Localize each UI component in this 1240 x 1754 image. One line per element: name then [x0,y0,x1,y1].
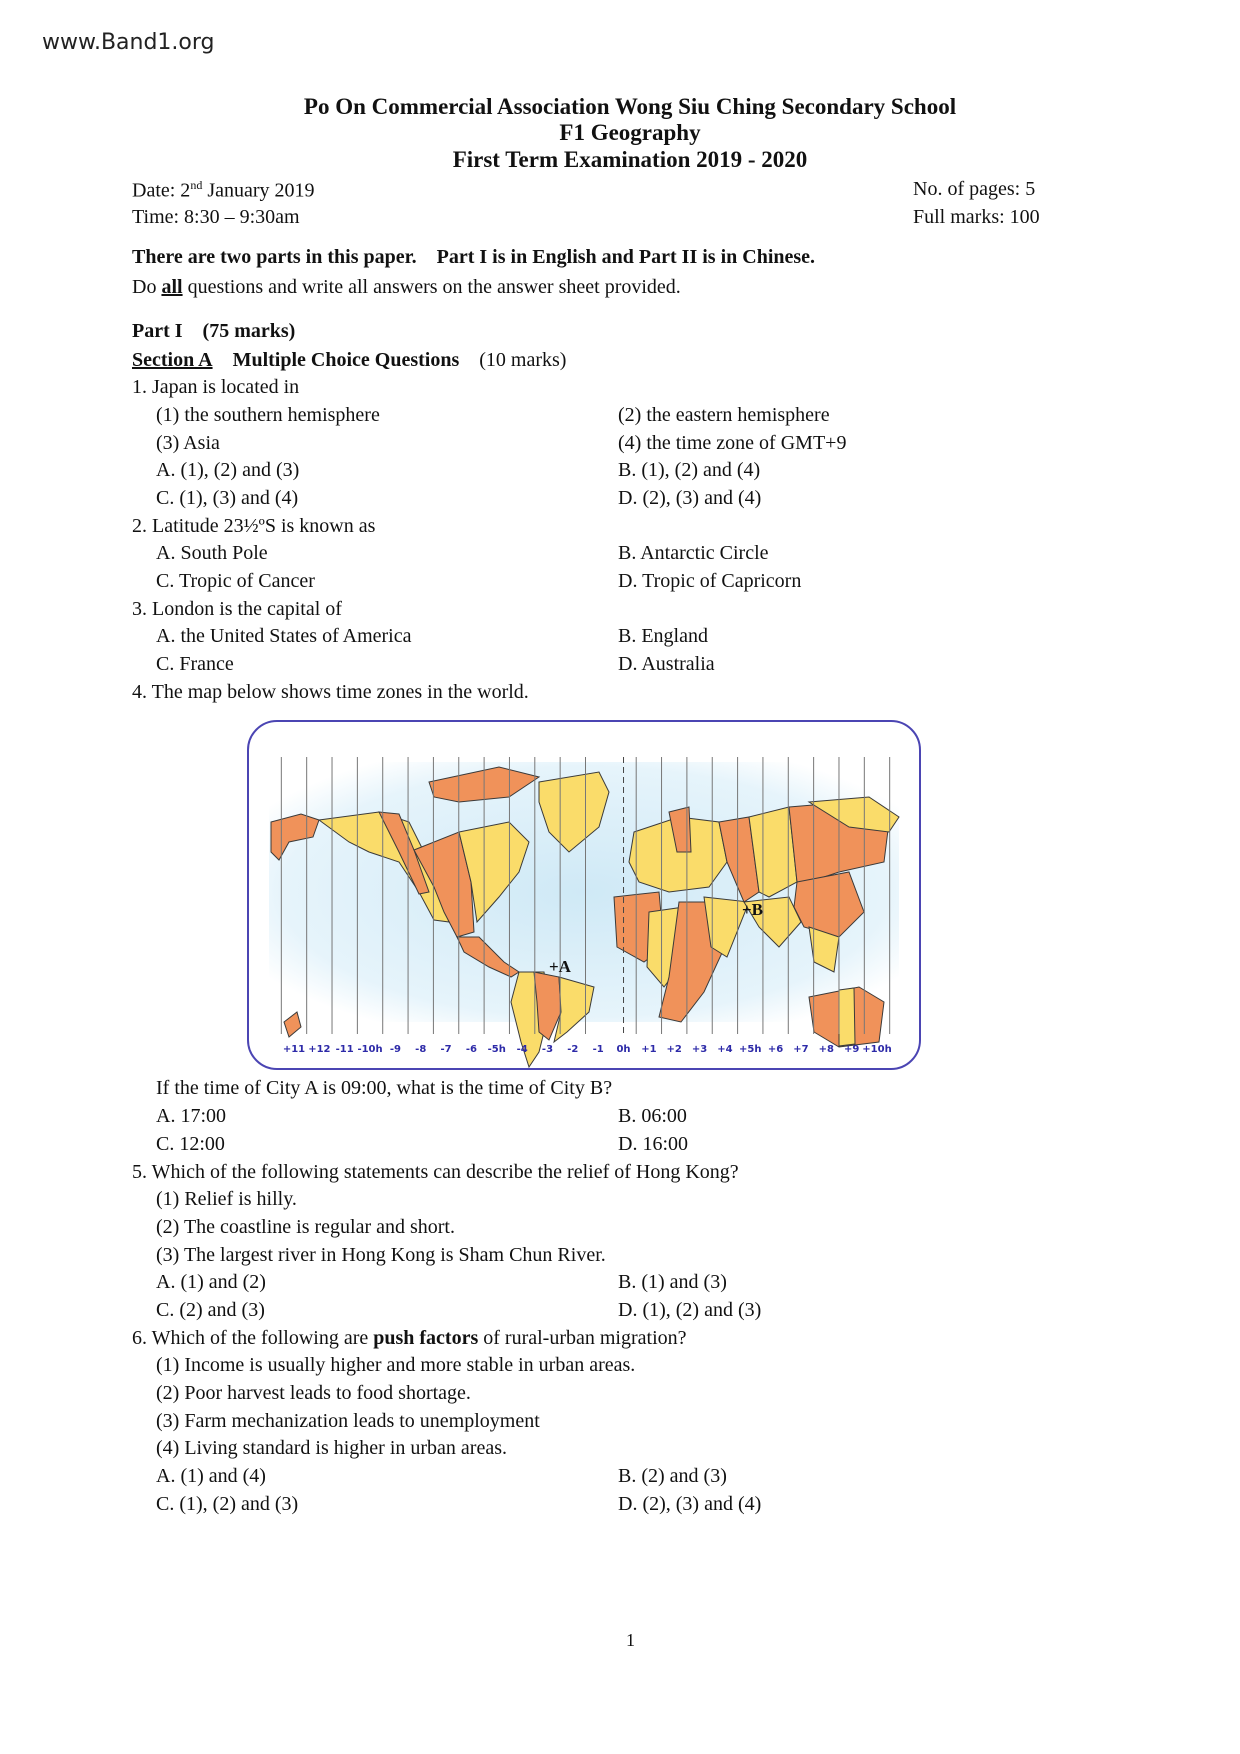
q3-option-b: B. England [618,625,708,647]
instructions-answers: Do all questions and write all answers on the answer sheet provided. [132,276,681,298]
question-2-stem: 2. Latitude 23½ºS is known as [132,515,376,537]
q3-option-c: C. France [156,653,234,675]
q4-option-a: A. 17:00 [156,1105,226,1127]
time-zone-label: 0h [616,1044,631,1055]
exam-title: First Term Examination 2019 - 2020 [452,147,808,172]
time-zone-label: +1 [641,1044,657,1055]
q6-statement: (2) Poor harvest leads to food shortage. [156,1382,471,1404]
page-number: 1 [626,1630,635,1650]
q1-option-c: C. (1), (3) and (4) [156,487,299,509]
time-zone-label: -6 [465,1044,477,1055]
time-zone-label: -4 [516,1044,528,1055]
q6-option-c: C. (1), (2) and (3) [156,1493,299,1515]
watermark[interactable]: www.Band1.org [42,30,215,55]
time-zone-label: -11 [335,1044,354,1055]
q5-option-b: B. (1) and (3) [618,1271,727,1293]
q6-statement: (4) Living standard is higher in urban areas. [156,1437,508,1459]
time-zone-label: -5h [487,1044,506,1055]
q6-option-a: A. (1) and (4) [156,1465,266,1487]
time-zone-label: +11 [282,1044,306,1055]
part-heading: Part I (75 marks) [132,320,296,342]
q2-option-d: D. Tropic of Capricorn [618,570,802,592]
q1-statement: (1) the southern hemisphere [156,404,380,426]
q6-statement: (3) Farm mechanization leads to unemployment [156,1410,540,1432]
time-zone-label: -10h [357,1044,383,1055]
q4-option-b: B. 06:00 [618,1105,687,1127]
time-zone-label: +12 [308,1044,331,1055]
time-zone-label: -2 [567,1044,579,1055]
q4-option-d: D. 16:00 [618,1133,688,1155]
q1-option-d: D. (2), (3) and (4) [618,487,762,509]
time-zone-label: -7 [440,1044,452,1055]
q5-option-a: A. (1) and (2) [156,1271,266,1293]
city-b-marker: +B [742,900,764,919]
time-zone-label: +5h [739,1044,762,1055]
landmass-australia-central [839,988,855,1046]
q5-option-c: C. (2) and (3) [156,1299,265,1321]
question-4-sub: If the time of City A is 09:00, what is the time of City B? [156,1077,613,1099]
time-zone-map [247,720,921,1070]
q3-option-d: D. Australia [618,653,715,675]
time-zone-label: +9 [843,1044,860,1055]
q6-option-d: D. (2), (3) and (4) [618,1493,762,1515]
exam-date: Date: 2nd January 2019 [132,178,315,202]
q1-statement: (4) the time zone of GMT+9 [618,432,847,454]
q5-statement: (2) The coastline is regular and short. [156,1216,455,1238]
q2-option-a: A. South Pole [156,542,268,564]
q1-statement: (2) the eastern hemisphere [618,404,830,426]
full-marks: Full marks: 100 [913,206,1040,228]
q6-option-b: B. (2) and (3) [618,1465,727,1487]
time-zone-label: -3 [541,1044,554,1055]
time-zone-label: +7 [793,1044,809,1055]
q1-option-b: B. (1), (2) and (4) [618,459,761,481]
time-zone-label: -9 [389,1044,401,1055]
time-zone-label: +4 [717,1044,733,1055]
time-zone-label: +6 [767,1044,784,1055]
q5-statement: (3) The largest river in Hong Kong is Sham Chun River. [156,1244,606,1266]
school-name: Po On Commercial Association Wong Siu Ching Secondary School [303,94,957,119]
page-count: No. of pages: 5 [913,178,1036,200]
time-zone-labels [283,1044,892,1055]
exam-time: Time: 8:30 – 9:30am [132,206,300,228]
q2-option-b: B. Antarctic Circle [618,542,769,564]
q1-option-a: A. (1), (2) and (3) [156,459,300,481]
time-zone-label: +3 [691,1044,708,1055]
time-zone-label: -1 [592,1044,604,1055]
q1-statement: (3) Asia [156,432,220,454]
question-3-stem: 3. London is the capital of [132,598,342,620]
instructions-parts: There are two parts in this paper. Part I is in English and Part II is in Chinese. [132,246,816,268]
section-heading: Section A Multiple Choice Questions (10 marks) [132,349,567,371]
question-4-stem: 4. The map below shows time zones in the world. [132,681,529,703]
time-zone-label: +2 [666,1044,682,1055]
q4-option-c: C. 12:00 [156,1133,225,1155]
time-zone-map-graphic [249,722,919,1068]
q2-option-c: C. Tropic of Cancer [156,570,315,592]
subject-title: F1 Geography [559,120,701,145]
city-a-marker: +A [549,957,571,976]
question-5-stem: 5. Which of the following statements can describe the relief of Hong Kong? [132,1161,739,1183]
question-1-stem: 1. Japan is located in [132,376,300,398]
time-zone-label: +10h [862,1044,892,1055]
q3-option-a: A. the United States of America [156,625,412,647]
q5-option-d: D. (1), (2) and (3) [618,1299,762,1321]
question-6-stem: 6. Which of the following are push factors of rural-urban migration? [132,1327,687,1349]
q6-statement: (1) Income is usually higher and more stable in urban areas. [156,1354,636,1376]
time-zone-label: -8 [415,1044,427,1055]
time-zone-label: +8 [818,1044,834,1055]
q5-statement: (1) Relief is hilly. [156,1188,297,1210]
